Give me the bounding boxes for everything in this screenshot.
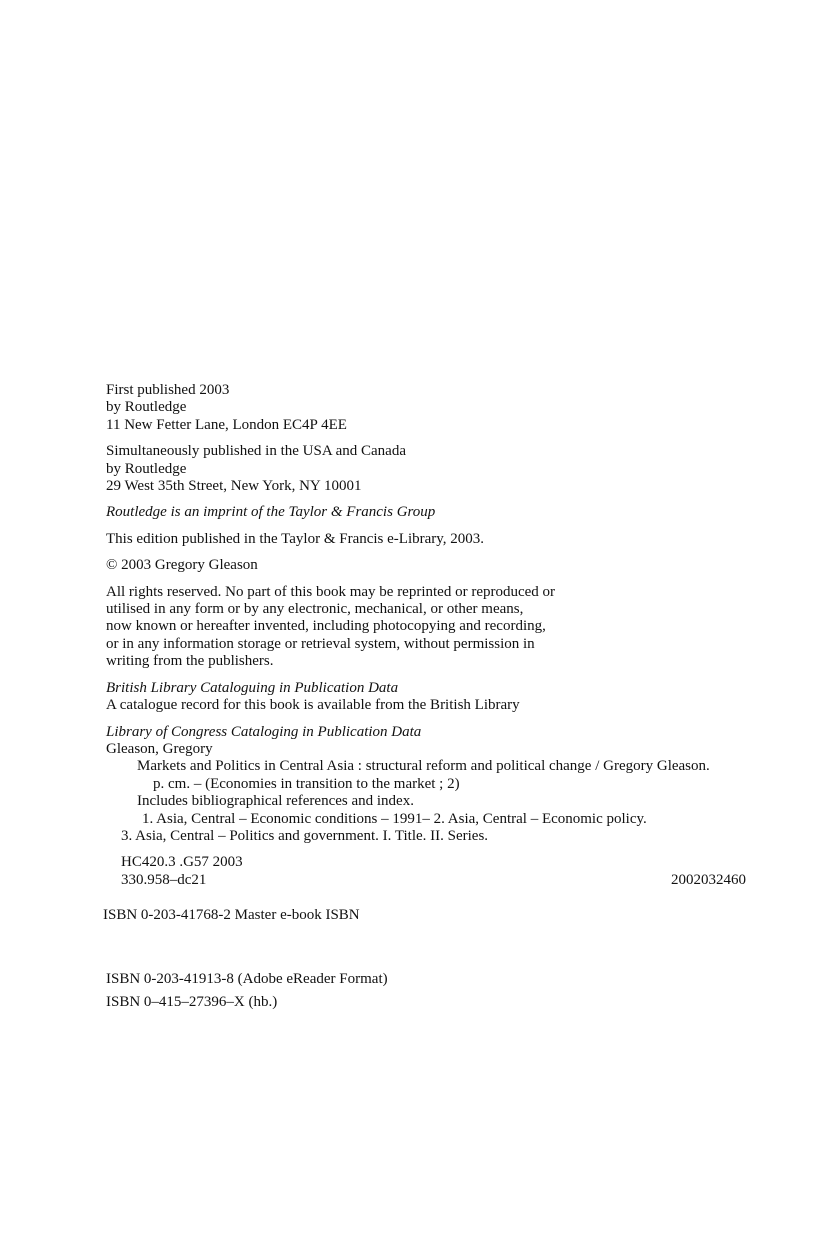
ebook-edition-block — [106, 531, 746, 548]
rights-line: or in any information storage or retrieval system, without permission in — [106, 635, 535, 652]
dewey-lccn-row — [106, 872, 746, 889]
publisher-address-us: 29 West 35th Street, New York, NY 10001 — [106, 478, 362, 495]
imprint-line: Routledge is an imprint of the Taylor & Francis Group — [106, 504, 436, 521]
loc-title-line: Markets and Politics in Central Asia : structural reform and political change / Gregory Gleason. — [137, 758, 710, 775]
loc-subjects-line-1: 1. Asia, Central – Economic conditions – 1991– 2. Asia, Central – Economic policy. — [142, 810, 647, 827]
simultaneous-line: Simultaneously published in the USA and Canada — [106, 443, 406, 460]
british-library-heading: British Library Cataloguing in Publication Data — [106, 679, 399, 696]
ebook-edition-line: This edition published in the Taylor & Francis e-Library, 2003. — [106, 530, 485, 547]
loc-author: Gleason, Gregory — [106, 740, 213, 757]
isbn-hardback-line: ISBN 0–415–27396–X (hb.) — [106, 993, 278, 1010]
call-number: HC420.3 .G57 2003 — [121, 854, 243, 871]
first-publication-block — [106, 382, 746, 434]
loc-subjects-line-2: 3. Asia, Central – Politics and government. I. Title. II. Series. — [121, 827, 489, 844]
rights-line: utilised in any form or by any electronic, mechanical, or other means, — [106, 601, 524, 618]
classification-block — [106, 854, 746, 889]
british-library-block — [106, 680, 746, 715]
publisher-name-us: by Routledge — [106, 460, 187, 477]
isbn-adobe-line: ISBN 0-203-41913-8 (Adobe eReader Format) — [106, 970, 388, 987]
copyright-page — [103, 382, 746, 1011]
imprint-block — [106, 504, 746, 521]
isbn-master-block — [103, 907, 746, 924]
loc-includes-line: Includes bibliographical references and index. — [137, 793, 414, 810]
rights-line: now known or hereafter invented, including photocopying and recording, — [106, 618, 546, 635]
us-publication-block — [106, 443, 746, 495]
british-library-text: A catalogue record for this book is available from the British Library — [106, 697, 520, 714]
isbn-hardback-block — [106, 994, 746, 1011]
loc-heading: Library of Congress Cataloging in Publication Data — [106, 723, 422, 740]
rights-line: All rights reserved. No part of this book may be reprinted or reproduced or — [106, 583, 556, 600]
publisher-address-uk: 11 New Fetter Lane, London EC4P 4EE — [106, 416, 347, 433]
copyright-line: © 2003 Gregory Gleason — [106, 557, 258, 574]
isbn-adobe-block — [106, 971, 746, 988]
dewey-number: 330.958–dc21 — [121, 871, 207, 888]
copyright-block — [106, 557, 746, 574]
lccn-number: 2002032460 — [671, 871, 746, 888]
rights-block — [106, 584, 746, 671]
publisher-name-uk: by Routledge — [106, 399, 187, 416]
loc-series-line: p. cm. – (Economies in transition to the market ; 2) — [153, 775, 460, 792]
first-published-line: First published 2003 — [106, 382, 230, 398]
isbn-master-line: ISBN 0-203-41768-2 Master e-book ISBN — [103, 907, 360, 924]
loc-block — [106, 724, 746, 846]
rights-line: writing from the publishers. — [106, 653, 274, 670]
